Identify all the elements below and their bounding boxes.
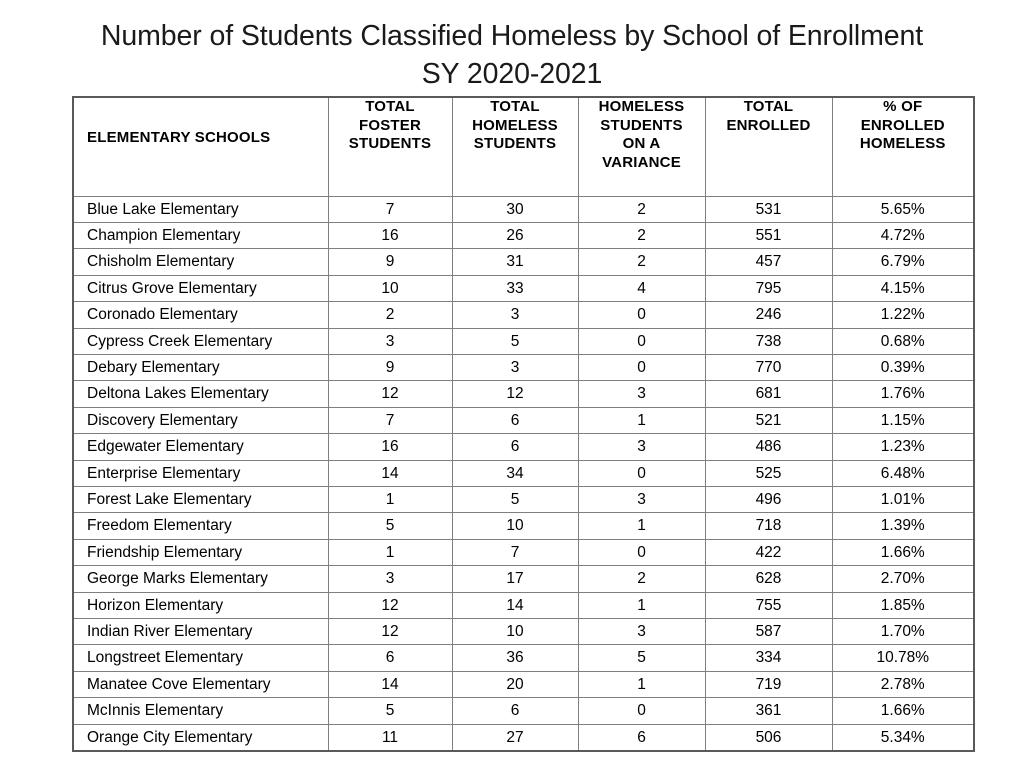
cell-enrolled: 770	[705, 354, 832, 380]
cell-percent: 4.72%	[832, 222, 974, 248]
cell-foster: 14	[328, 671, 452, 697]
header-school-line-1: ELEMENTARY SCHOOLS	[87, 129, 271, 146]
cell-variance: 2	[578, 222, 705, 248]
cell-enrolled: 718	[705, 513, 832, 539]
cell-school: Orange City Elementary	[73, 724, 328, 751]
cell-variance: 6	[578, 724, 705, 751]
table-row	[73, 566, 974, 592]
cell-variance: 1	[578, 407, 705, 433]
cell-homeless: 14	[452, 592, 578, 618]
cell-percent: 6.79%	[832, 249, 974, 275]
header-percent-line-2: ENROLLED	[860, 116, 945, 134]
header-foster-line-1: TOTAL	[365, 98, 415, 115]
table-row	[73, 645, 974, 671]
page-title	[0, 17, 1024, 93]
cell-variance: 0	[578, 539, 705, 565]
cell-homeless: 3	[452, 354, 578, 380]
cell-foster: 9	[328, 354, 452, 380]
cell-percent: 5.65%	[832, 196, 974, 222]
cell-homeless: 17	[452, 566, 578, 592]
table-row	[73, 381, 974, 407]
header-variance-line-4: VARIANCE	[602, 153, 681, 171]
table-row	[73, 486, 974, 512]
cell-percent: 0.68%	[832, 328, 974, 354]
cell-variance: 1	[578, 592, 705, 618]
header-variance-line-3: ON A	[622, 135, 661, 152]
header-foster-line-3: STUDENTS	[348, 135, 432, 152]
cell-homeless: 12	[452, 381, 578, 407]
cell-enrolled: 422	[705, 539, 832, 565]
cell-variance: 0	[578, 354, 705, 380]
cell-variance: 0	[578, 460, 705, 486]
cell-variance: 1	[578, 671, 705, 697]
cell-enrolled: 525	[705, 460, 832, 486]
cell-variance: 3	[578, 434, 705, 460]
cell-school: Champion Elementary	[73, 222, 328, 248]
cell-school: Friendship Elementary	[73, 539, 328, 565]
cell-school: McInnis Elementary	[73, 698, 328, 724]
cell-school: Citrus Grove Elementary	[73, 275, 328, 301]
cell-enrolled: 738	[705, 328, 832, 354]
table-row	[73, 513, 974, 539]
cell-homeless: 31	[452, 249, 578, 275]
table-row	[73, 539, 974, 565]
table-row	[73, 275, 974, 301]
cell-homeless: 30	[452, 196, 578, 222]
cell-percent: 1.22%	[832, 302, 974, 328]
title-line-2: SY 2020-2021	[421, 58, 603, 90]
cell-homeless: 6	[452, 407, 578, 433]
cell-homeless: 6	[452, 434, 578, 460]
cell-school: Edgewater Elementary	[73, 434, 328, 460]
cell-foster: 10	[328, 275, 452, 301]
cell-enrolled: 521	[705, 407, 832, 433]
cell-homeless: 26	[452, 222, 578, 248]
table-row	[73, 354, 974, 380]
cell-homeless: 10	[452, 619, 578, 645]
cell-percent: 6.48%	[832, 460, 974, 486]
column-header-homeless-students-on-a-variance	[578, 97, 705, 196]
cell-variance: 2	[578, 196, 705, 222]
cell-percent: 1.23%	[832, 434, 974, 460]
header-homeless-line-3: STUDENTS	[473, 135, 557, 152]
header-variance-line-2: STUDENTS	[600, 116, 683, 134]
table-header-row	[73, 97, 974, 196]
cell-variance: 1	[578, 513, 705, 539]
cell-enrolled: 506	[705, 724, 832, 751]
cell-enrolled: 551	[705, 222, 832, 248]
table-body	[73, 196, 974, 751]
cell-foster: 1	[328, 486, 452, 512]
header-percent-line-1: % OF	[883, 98, 923, 115]
cell-homeless: 36	[452, 645, 578, 671]
cell-foster: 16	[328, 222, 452, 248]
cell-foster: 12	[328, 592, 452, 618]
cell-foster: 5	[328, 513, 452, 539]
cell-homeless: 5	[452, 328, 578, 354]
header-homeless-line-1: TOTAL	[490, 98, 540, 115]
header-foster-line-2: FOSTER	[358, 116, 422, 134]
table-row	[73, 302, 974, 328]
table-row	[73, 671, 974, 697]
table-row	[73, 460, 974, 486]
cell-enrolled: 496	[705, 486, 832, 512]
cell-foster: 14	[328, 460, 452, 486]
cell-homeless: 27	[452, 724, 578, 751]
cell-enrolled: 246	[705, 302, 832, 328]
column-header-percent-enrolled-homeless	[832, 97, 974, 196]
cell-school: Freedom Elementary	[73, 513, 328, 539]
cell-enrolled: 628	[705, 566, 832, 592]
table-row	[73, 434, 974, 460]
cell-school: Horizon Elementary	[73, 592, 328, 618]
cell-school: Coronado Elementary	[73, 302, 328, 328]
cell-homeless: 3	[452, 302, 578, 328]
cell-percent: 1.39%	[832, 513, 974, 539]
header-percent-line-3: HOMELESS	[859, 135, 946, 152]
cell-variance: 3	[578, 381, 705, 407]
cell-enrolled: 587	[705, 619, 832, 645]
title-line-1: Number of Students Classified Homeless by School of Enrollment	[100, 20, 924, 52]
cell-variance: 3	[578, 486, 705, 512]
header-enrolled-line-2: ENROLLED	[726, 116, 811, 134]
table-row	[73, 698, 974, 724]
cell-percent: 2.70%	[832, 566, 974, 592]
table-row	[73, 407, 974, 433]
cell-school: Deltona Lakes Elementary	[73, 381, 328, 407]
cell-percent: 1.85%	[832, 592, 974, 618]
cell-variance: 0	[578, 698, 705, 724]
table-row	[73, 592, 974, 618]
cell-foster: 9	[328, 249, 452, 275]
table-row	[73, 222, 974, 248]
table-row	[73, 724, 974, 751]
cell-foster: 3	[328, 328, 452, 354]
cell-foster: 16	[328, 434, 452, 460]
cell-percent: 4.15%	[832, 275, 974, 301]
cell-homeless: 20	[452, 671, 578, 697]
cell-percent: 1.76%	[832, 381, 974, 407]
table-row	[73, 619, 974, 645]
cell-enrolled: 755	[705, 592, 832, 618]
header-enrolled-line-1: TOTAL	[743, 98, 794, 115]
cell-percent: 1.66%	[832, 539, 974, 565]
cell-school: George Marks Elementary	[73, 566, 328, 592]
cell-enrolled: 457	[705, 249, 832, 275]
cell-homeless: 33	[452, 275, 578, 301]
cell-enrolled: 795	[705, 275, 832, 301]
cell-enrolled: 681	[705, 381, 832, 407]
header-homeless-line-2: HOMELESS	[472, 116, 558, 134]
cell-foster: 7	[328, 407, 452, 433]
cell-percent: 1.01%	[832, 486, 974, 512]
cell-variance: 0	[578, 328, 705, 354]
cell-percent: 5.34%	[832, 724, 974, 751]
cell-percent: 1.70%	[832, 619, 974, 645]
column-header-total-homeless-students	[452, 97, 578, 196]
cell-school: Enterprise Elementary	[73, 460, 328, 486]
cell-variance: 4	[578, 275, 705, 301]
cell-percent: 1.66%	[832, 698, 974, 724]
cell-percent: 10.78%	[832, 645, 974, 671]
cell-percent: 2.78%	[832, 671, 974, 697]
cell-enrolled: 531	[705, 196, 832, 222]
cell-enrolled: 361	[705, 698, 832, 724]
cell-foster: 3	[328, 566, 452, 592]
cell-homeless: 6	[452, 698, 578, 724]
cell-school: Blue Lake Elementary	[73, 196, 328, 222]
cell-foster: 11	[328, 724, 452, 751]
column-header-total-foster-students	[328, 97, 452, 196]
cell-variance: 3	[578, 619, 705, 645]
cell-school: Indian River Elementary	[73, 619, 328, 645]
cell-variance: 2	[578, 249, 705, 275]
cell-percent: 0.39%	[832, 354, 974, 380]
header-variance-line-1: HOMELESS	[598, 98, 685, 115]
cell-enrolled: 719	[705, 671, 832, 697]
column-header-total-enrolled	[705, 97, 832, 196]
cell-foster: 2	[328, 302, 452, 328]
table-header	[73, 97, 974, 196]
cell-school: Discovery Elementary	[73, 407, 328, 433]
cell-homeless: 7	[452, 539, 578, 565]
cell-foster: 7	[328, 196, 452, 222]
cell-percent: 1.15%	[832, 407, 974, 433]
cell-foster: 6	[328, 645, 452, 671]
homeless-students-table	[72, 96, 975, 752]
cell-school: Longstreet Elementary	[73, 645, 328, 671]
cell-school: Forest Lake Elementary	[73, 486, 328, 512]
table-row	[73, 328, 974, 354]
cell-variance: 0	[578, 302, 705, 328]
cell-enrolled: 486	[705, 434, 832, 460]
cell-variance: 5	[578, 645, 705, 671]
cell-foster: 5	[328, 698, 452, 724]
cell-school: Cypress Creek Elementary	[73, 328, 328, 354]
cell-foster: 12	[328, 381, 452, 407]
cell-homeless: 5	[452, 486, 578, 512]
cell-school: Manatee Cove Elementary	[73, 671, 328, 697]
column-header-school	[73, 97, 328, 196]
table-row	[73, 196, 974, 222]
cell-homeless: 10	[452, 513, 578, 539]
cell-homeless: 34	[452, 460, 578, 486]
table-container	[72, 96, 974, 752]
cell-school: Debary Elementary	[73, 354, 328, 380]
cell-foster: 12	[328, 619, 452, 645]
table-row	[73, 249, 974, 275]
cell-variance: 2	[578, 566, 705, 592]
cell-enrolled: 334	[705, 645, 832, 671]
cell-school: Chisholm Elementary	[73, 249, 328, 275]
cell-foster: 1	[328, 539, 452, 565]
